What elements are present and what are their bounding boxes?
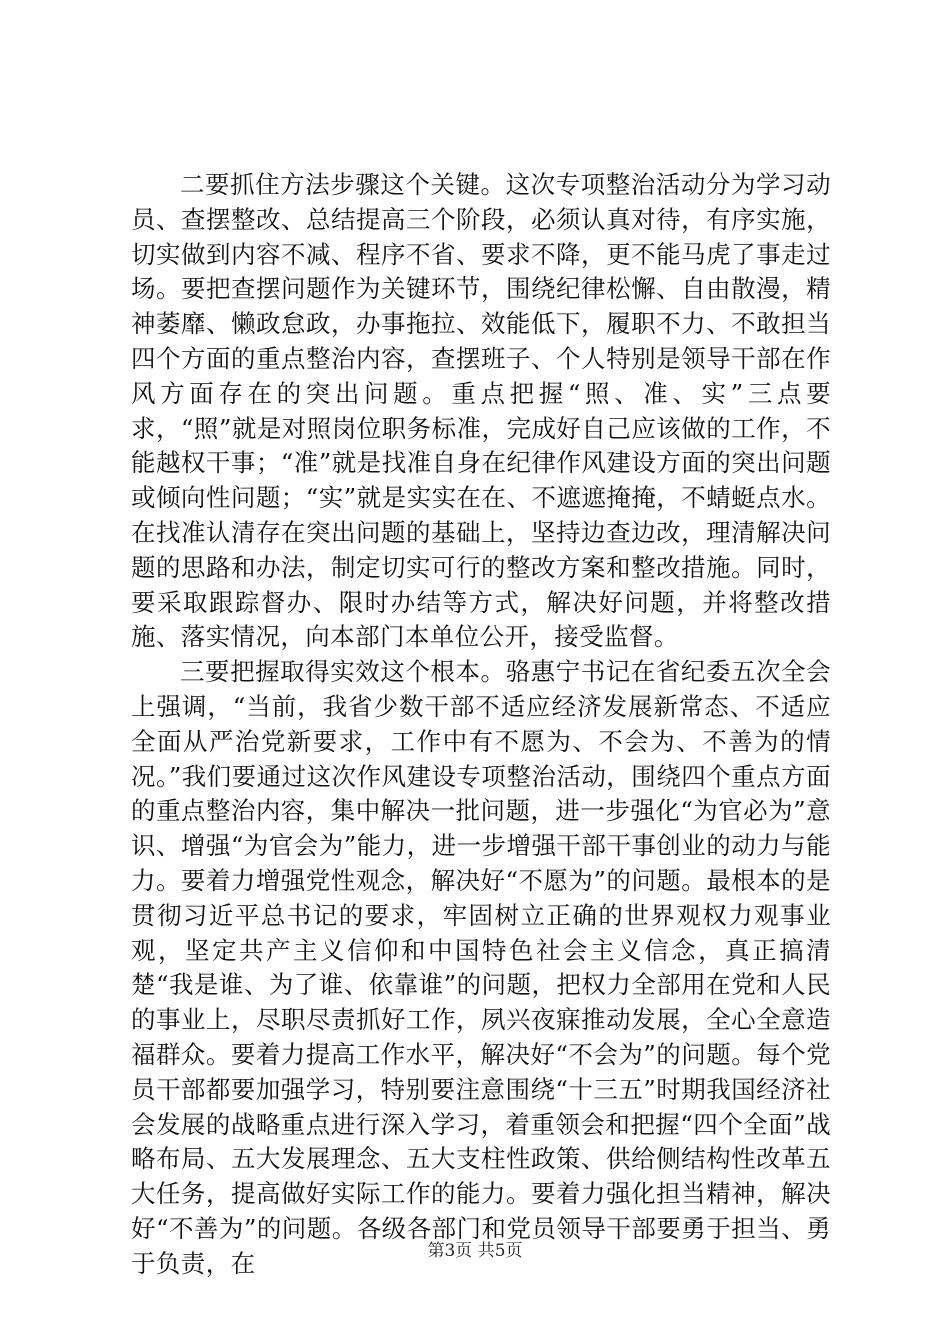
paragraph-method-steps: 二要抓住方法步骤这个关键。这次专项整治活动分为学习动员、查摆整改、总结提高三个阶段，必须认真对待，有序实施，切实做到内容不减、程序不省、要求不降，更不能马虎了事走过场。要把查摆问题作为关键环节，围绕纪律松懈、自由散漫，精神萎靡、懒政怠政，办事拖拉、效能低下，履职不力、不敢担当四个方面的重点整治内容，查摆班子、个人特别是领导干部在作风方面存在的突出问题。重点把握“照、准、实”三点要求，“照”就是对照岗位职务标准，完成好自己应该做的工作，不能越权干事；“准”就是找准自身在纪律作风建设方面的突出问题或倾向性问题；“实”就是实实在在、不遮遮掩掩，不蜻蜓点水。在找准认清存在突出问题的基础上，坚持边查边改，理清解决问题的思路和办法，制定切实可行的整改方案和整改措施。同时，要采取跟踪督办、限时办结等方式，解决好问题，并将整改措施、落实情况，向本部门本单位公开，接受监督。 xyxy=(131,170,831,652)
page-footer: 第3页 共5页 xyxy=(427,1241,523,1261)
paragraph-practical-results: 三要把握取得实效这个根本。骆惠宁书记在省纪委五次全会上强调，“当前，我省少数干部不适应经济发展新常态、不适应全面从严治党新要求，工作中有不愿为、不会为、不善为的情况。”我们要通过这次作风建设专项整治活动，围绕四个重点方面的重点整治内容，集中解决一批问题，进一步强化“为官必为”意识、增强“为官会为”能力，进一步增强干部干事创业的动力与能力。要着力增强党性观念，解决好“不愿为”的问题。最根本的是贯彻习近平总书记的要求，牢固树立正确的世界观权力观事业观，坚定共产主义信仰和中国特色社会主义信念，真正搞清楚“我是谁、为了谁、依靠谁”的问题，把权力全部用在党和人民的事业上，尽职尽责抓好工作，夙兴夜寐推动发展，全心全意造福群众。要着力提高工作水平，解决好“不会为”的问题。每个党员干部都要加强学习，特别要注意围绕“十三五”时期我国经济社会发展的战略重点进行深入学习，着重领会和把握“四个全面”战略布局、五大发展理念、五大支柱性政策、供给侧结构性改革五大任务，提高做好实际工作的能力。要着力强化担当精神，解决好“不善为”的问题。各级各部门和党员领导干部要勇于担当、勇于负责，在 xyxy=(131,657,831,1278)
document-body xyxy=(131,168,831,1282)
